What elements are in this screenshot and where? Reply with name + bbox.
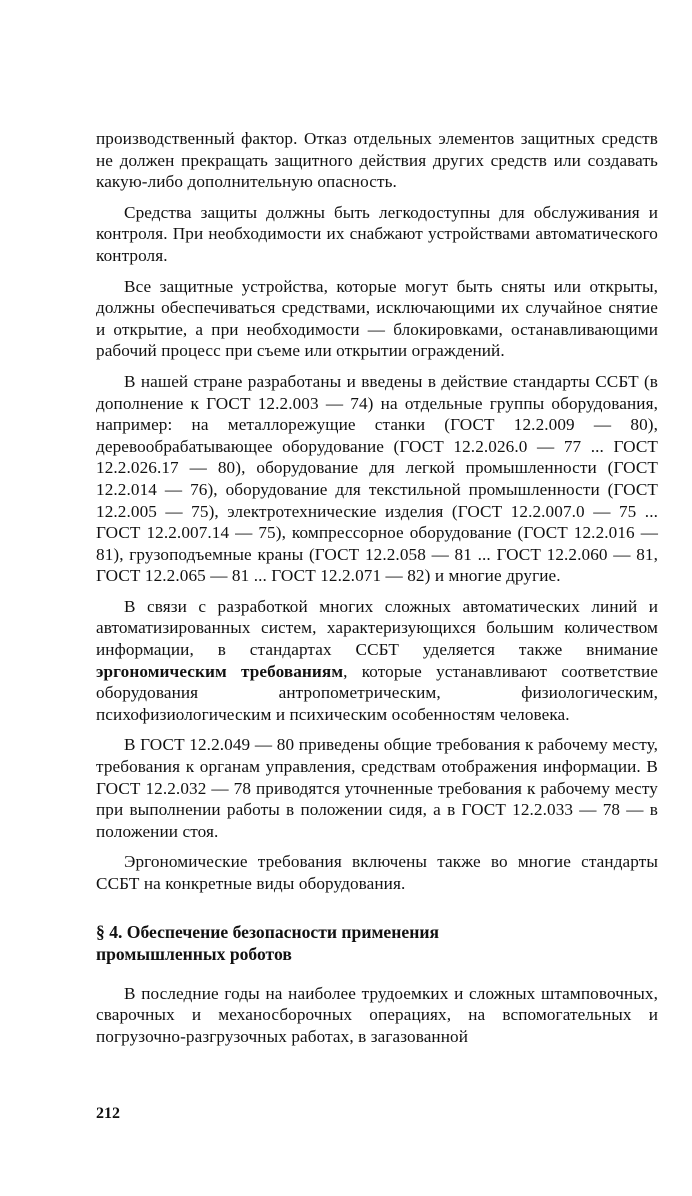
paragraph-4: В нашей стране разработаны и введены в действие стандарты ССБТ (в дополнение к ГОСТ 12.2.003 — 74) на отдельные группы оборудования, например: на металлорежущие станки (ГОСТ 12.2.009 — 80), деревообрабатывающее оборудование (ГОСТ 12.2.026.0 — 77 ... ГОСТ 12.2.026.17 — 80), оборудование для легкой промышленности (ГОСТ 12.2.014 — 76), оборудование для текстильной промышленности (ГОСТ 12.2.005 — 75), электротехнические изделия (ГОСТ 12.2.007.0 — 75 ... ГОСТ 12.2.007.14 — 75), компрессорное оборудование (ГОСТ 12.2.016 — 81), грузоподъемные краны (ГОСТ 12.2.058 — 81 ... ГОСТ 12.2.060 — 81, ГОСТ 12.2.065 — 81 ... ГОСТ 12.2.071 — 82) и многие другие. [96, 371, 658, 586]
paragraph-3: Все защитные устройства, которые могут быть сняты или открыты, должны обеспечиваться средствами, исключающими их случайное снятие и открытие, а при необходимости — блокировками, останавливающими рабочий процесс при съеме или открытии ограждений. [96, 276, 658, 361]
section-heading-line-1: § 4. Обеспечение безопасности применения [96, 921, 439, 942]
paragraph-1: производственный фактор. Отказ отдельных элементов защитных средств не должен прекращать защитного действия других средств или создавать какую-либо дополнительную опасность. [96, 129, 658, 192]
paragraph-7: Эргономические требования включены также во многие стандарты ССБТ на конкретные виды оборудования. [96, 852, 658, 893]
section-heading [96, 921, 658, 965]
ergonomics-text-before: В связи с разработкой многих сложных автоматических линий и автоматизированных систем, характеризующихся большим количеством информации, в стандартах ССБТ уделяется также внимание [96, 596, 658, 660]
ergonomics-text-after: , которые устанавливают соответствие оборудования антропометрическим, физиологическим, психофизиологическим и психическим особенностям человека. [96, 661, 658, 724]
page-number: 212 [96, 1105, 120, 1122]
paragraph-ergonomics [96, 596, 658, 726]
section-heading-line-2: промышленных роботов [96, 943, 292, 964]
page-text [96, 128, 658, 1047]
ergonomics-bold-term: эргономическим требованиям [96, 661, 344, 681]
paragraph-6: В ГОСТ 12.2.049 — 80 приведены общие требования к рабочему месту, требования к органам управления, средствам отображения информации. В ГОСТ 12.2.032 — 78 приводятся уточненные требования к рабочему месту при выполнении работы в положении сидя, а в ГОСТ 12.2.033 — 78 — в положении стоя. [96, 735, 658, 841]
paragraph-2: Средства защиты должны быть легкодоступны для обслуживания и контроля. При необходимости их снабжают устройствами автоматического контроля. [96, 202, 658, 265]
paragraph-last: В последние годы на наиболее трудоемких и сложных штамповочных, сварочных и механосборочных операциях, на вспомогательных и погрузочно-разгрузочных работах, в загазованной [96, 983, 658, 1046]
